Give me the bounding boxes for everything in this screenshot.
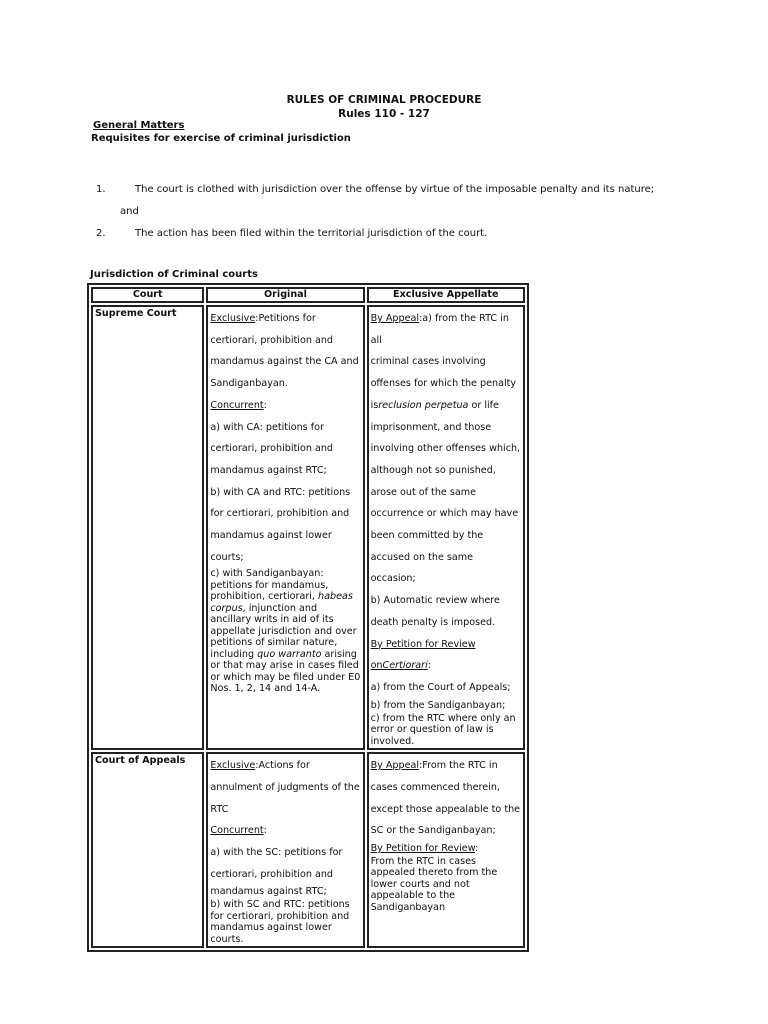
ca-exclusive-label: Exclusive: [210, 760, 256, 772]
sc-app-line: b) from the Sandiganbayan;: [370, 699, 506, 711]
sc-concurrent-colon: :: [263, 399, 267, 411]
sc-appellate-cell: [367, 305, 525, 750]
requisite-2-text: The action has been filed within the territorial jurisdiction of the court.: [135, 228, 488, 239]
sc-cert-colon: :: [427, 660, 432, 672]
sc-certiorari-label: Certiorari: [382, 660, 428, 672]
jurisdiction-table: [87, 283, 529, 952]
page-subtitle: Rules 110 - 127: [338, 108, 430, 120]
ca-orig-line: mandamus against RTC;: [210, 886, 327, 898]
ca-orig-line: RTC: [210, 803, 229, 815]
sc-concurrent-label: Concurrent: [210, 399, 264, 411]
sc-by-appeal-label: By Appeal: [370, 313, 420, 324]
sc-app-paragraph-c: c) from the RTC where only an error or question of law is involved.: [370, 712, 516, 747]
sc-app-line: imprisonment, and those: [370, 421, 492, 433]
general-matters-heading: General Matters: [93, 120, 185, 131]
sc-app-line: although not so punished,: [370, 464, 496, 476]
table-row-court-of-appeals: [91, 752, 525, 948]
ca-concurrent-label: Concurrent: [210, 825, 264, 837]
ca-petition-label: By Petition for Review: [370, 842, 476, 854]
and-connector: and: [120, 206, 139, 217]
requisites-heading: Requisites for exercise of criminal jurisdiction: [91, 133, 351, 144]
requisite-1-number: 1.: [96, 184, 106, 195]
ca-by-appeal-label: By Appeal: [370, 760, 420, 772]
sc-app-line: criminal cases involving: [370, 356, 486, 368]
sc-app-line: involving other offenses which,: [370, 443, 521, 455]
sc-petition-label: By Petition for Review: [370, 638, 476, 650]
sc-orig-line: b) with CA and RTC: petitions: [210, 486, 351, 498]
sc-c-text-mid: , injunction and ancillary writs in aid of its appellate jurisdiction and over petitions of similar nature, including: [210, 602, 357, 660]
sc-orig-line: Sandiganbayan.: [210, 378, 288, 390]
requisite-2-number: 2.: [96, 228, 106, 239]
sc-orig-line: a) with CA: petitions for: [210, 421, 324, 433]
ca-appeal-text: :From the RTC in: [419, 760, 498, 772]
court-name-court-of-appeals: Court of Appeals: [91, 752, 204, 948]
ca-petition-colon: :: [475, 842, 479, 854]
sc-c-text: c) with Sandiganbayan: petitions for mandamus, prohibition, certiorari,: [210, 568, 329, 603]
sc-app-is: is: [370, 399, 379, 411]
sc-app-line: offenses for which the penalty: [370, 378, 517, 390]
sc-app-reclusion: reclusion perpetua: [378, 399, 469, 411]
ca-app-paragraph: From the RTC in cases appealed thereto from the lower courts and not appealable to the Sandiganbayan: [370, 855, 498, 913]
sc-orig-line: certiorari, prohibition and: [210, 334, 334, 346]
sc-app-line: death penalty is imposed.: [370, 616, 496, 628]
sc-c-habeas: habeas corpus: [210, 591, 353, 614]
ca-appellate-cell: [367, 752, 525, 948]
sc-c-text-end: arising or that may arise in cases filed or which may be filed under E0 Nos. 1, 2, 14 and 14-A.: [210, 648, 361, 695]
ca-orig-line: annulment of judgments of the: [210, 781, 360, 793]
ca-original-cell: [206, 752, 364, 948]
ca-app-line: SC or the Sandiganbayan;: [370, 825, 496, 837]
sc-c-quo: quo warranto: [257, 648, 322, 660]
sc-orig-line: mandamus against RTC;: [210, 464, 327, 476]
sc-orig-line: mandamus against lower: [210, 530, 332, 542]
ca-concurrent-colon: :: [263, 825, 267, 837]
sc-app-line: arose out of the same: [370, 486, 476, 498]
table-row-supreme-court: [91, 305, 525, 750]
sc-original-cell: [206, 305, 364, 750]
sc-app-line: accused on the same occasion;: [370, 551, 474, 585]
sc-orig-paragraph-c: [210, 568, 360, 695]
requisite-1-text: The court is clothed with jurisdiction over the offense by virtue of the imposable penalty and its nature;: [135, 184, 655, 195]
sc-app-line: been committed by the: [370, 530, 484, 542]
ca-app-line: cases commenced therein,: [370, 781, 500, 793]
sc-app-life: or life: [468, 399, 499, 411]
table-title: Jurisdiction of Criminal courts: [90, 269, 258, 280]
ca-orig-paragraph-b: b) with SC and RTC: petitions for certiorari, prohibition and mandamus against lower courts.: [210, 899, 350, 945]
ca-app-line: except those appealable to the: [370, 803, 521, 815]
ca-exclusive-text: :Actions for: [255, 760, 310, 772]
page-title: RULES OF CRIMINAL PROCEDURE: [286, 94, 482, 106]
table-header-row: [91, 287, 525, 303]
header-exclusive-appellate: Exclusive Appellate: [367, 287, 525, 303]
sc-appeal-text: :a) from the RTC in all: [370, 313, 509, 346]
header-court: Court: [91, 287, 204, 303]
sc-exclusive-label: Exclusive: [210, 313, 256, 324]
sc-app-line: a) from the Court of Appeals;: [370, 681, 511, 693]
sc-orig-line: mandamus against the CA and: [210, 356, 359, 368]
sc-orig-line: certiorari, prohibition and: [210, 443, 334, 455]
court-name-supreme-court: Supreme Court: [91, 305, 204, 750]
header-original: Original: [206, 287, 364, 303]
sc-exclusive-text: :Petitions for: [255, 313, 316, 324]
sc-on-label: on: [370, 660, 383, 672]
sc-app-line: b) Automatic review where: [370, 595, 500, 607]
ca-orig-line: certiorari, prohibition and: [210, 868, 334, 880]
sc-app-line: occurrence or which may have: [370, 508, 519, 520]
sc-orig-line: courts;: [210, 551, 244, 563]
sc-orig-line: for certiorari, prohibition and: [210, 508, 350, 520]
ca-orig-line: a) with the SC: petitions for: [210, 846, 343, 858]
